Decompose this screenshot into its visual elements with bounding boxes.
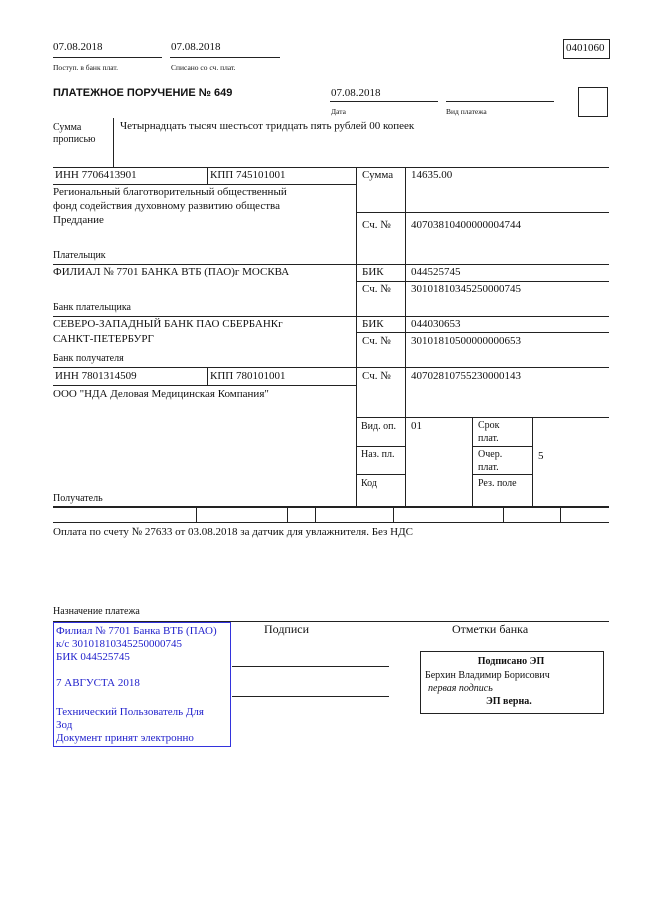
payee-inn: ИНН 7801314509 bbox=[55, 370, 137, 382]
debited-label: Списано со сч. плат. bbox=[171, 63, 236, 72]
form-code: 0401060 bbox=[566, 42, 605, 54]
amount-label: Сумма bbox=[362, 169, 394, 181]
payee-label: Получатель bbox=[53, 493, 103, 504]
payee-bank-name-1: СЕВЕРО-ЗАПАДНЫЙ БАНК ПАО СБЕРБАНКг bbox=[53, 318, 283, 330]
term-label-2: плат. bbox=[478, 433, 499, 444]
payment-type-label: Вид платежа bbox=[446, 107, 487, 116]
stamp-line: Зод bbox=[56, 719, 73, 731]
debited-date: 07.08.2018 bbox=[171, 41, 221, 53]
stamp-line: 7 АВГУСТА 2018 bbox=[56, 677, 140, 689]
payer-account: 40703810400000004744 bbox=[411, 219, 521, 231]
payee-bank-bik-label: БИК bbox=[362, 318, 384, 330]
op-type: 01 bbox=[411, 420, 422, 432]
stamp-line: Филиал № 7701 Банка ВТБ (ПАО) bbox=[56, 625, 217, 637]
payment-purpose: Оплата по счету № 27633 от 03.08.2018 за датчик для увлажнителя. Без НДС bbox=[53, 526, 413, 538]
stamp-line: Документ принят электронно bbox=[56, 732, 194, 744]
amount: 14635.00 bbox=[411, 169, 453, 181]
payer-inn: ИНН 7706413901 bbox=[55, 169, 137, 181]
order-label-2: плат. bbox=[478, 462, 499, 473]
payer-account-label: Сч. № bbox=[362, 219, 391, 231]
payer-bank-name: ФИЛИАЛ № 7701 БАНКА ВТБ (ПАО)г МОСКВА bbox=[53, 266, 290, 278]
amount-words-label: Сумма bbox=[53, 122, 82, 133]
payer-name-2: фонд содействия духовному развитию общества bbox=[53, 200, 280, 212]
payee-account: 40702810755230000143 bbox=[411, 370, 521, 382]
purpose-label: Назначение платежа bbox=[53, 606, 140, 617]
payee-account-label: Сч. № bbox=[362, 370, 391, 382]
op-type-label: Вид. оп. bbox=[361, 421, 396, 432]
esign-title: Подписано ЭП bbox=[477, 656, 545, 667]
payee-bank-bik: 044030653 bbox=[411, 318, 461, 330]
signatures-label: Подписи bbox=[264, 622, 310, 636]
code-label: Код bbox=[361, 478, 377, 489]
esign-status: ЭП верна. bbox=[486, 696, 532, 707]
page-title: ПЛАТЕЖНОЕ ПОРУЧЕНИЕ № 649 bbox=[53, 87, 233, 99]
payer-kpp: КПП 745101001 bbox=[210, 169, 286, 181]
term-label: Срок bbox=[478, 420, 500, 431]
payee-bank-name-2: САНКТ-ПЕТЕРБУРГ bbox=[53, 333, 154, 345]
order-value: 5 bbox=[538, 450, 544, 462]
esign-role: первая подпись bbox=[428, 683, 493, 694]
esign-signer: Берхин Владимир Борисович bbox=[425, 670, 550, 681]
bank-marks-label: Отметки банка bbox=[452, 622, 529, 636]
payer-label: Плательщик bbox=[53, 250, 106, 261]
payee-kpp: КПП 780101001 bbox=[210, 370, 286, 382]
order-label: Очер. bbox=[478, 449, 503, 460]
payee-bank-label: Банк получателя bbox=[53, 353, 124, 364]
stamp-line: к/с 30101810345250000745 bbox=[56, 638, 183, 650]
purpose-code-label: Наз. пл. bbox=[361, 449, 395, 460]
payer-name-1: Региональный благотворительный общественный bbox=[53, 186, 287, 198]
payee-name: ООО "НДА Деловая Медицинская Компания" bbox=[53, 388, 269, 400]
date-label: Дата bbox=[331, 107, 346, 116]
payer-bank-bik: 044525745 bbox=[411, 266, 461, 278]
stamp-line: БИК 044525745 bbox=[56, 651, 130, 663]
payee-bank-account: 30101810500000000653 bbox=[411, 335, 521, 347]
payee-bank-account-label: Сч. № bbox=[362, 335, 391, 347]
payer-name-3: Преддание bbox=[53, 214, 104, 226]
payer-bank-label: Банк плательщика bbox=[53, 302, 131, 313]
payer-bank-account-label: Сч. № bbox=[362, 283, 391, 295]
payment-status-box bbox=[578, 87, 608, 117]
received-date: 07.08.2018 bbox=[53, 41, 103, 53]
order-date: 07.08.2018 bbox=[331, 87, 381, 99]
payer-bank-bik-label: БИК bbox=[362, 266, 384, 278]
amount-words-label-2: прописью bbox=[53, 134, 96, 145]
amount-words: Четырнадцать тысяч шестьсот тридцать пять рублей 00 копеек bbox=[120, 120, 415, 132]
payer-bank-account: 30101810345250000745 bbox=[411, 283, 521, 295]
received-label: Поступ. в банк плат. bbox=[53, 63, 118, 72]
stamp-line: Технический Пользователь Для bbox=[56, 706, 204, 718]
reserve-label: Рез. поле bbox=[478, 478, 517, 489]
